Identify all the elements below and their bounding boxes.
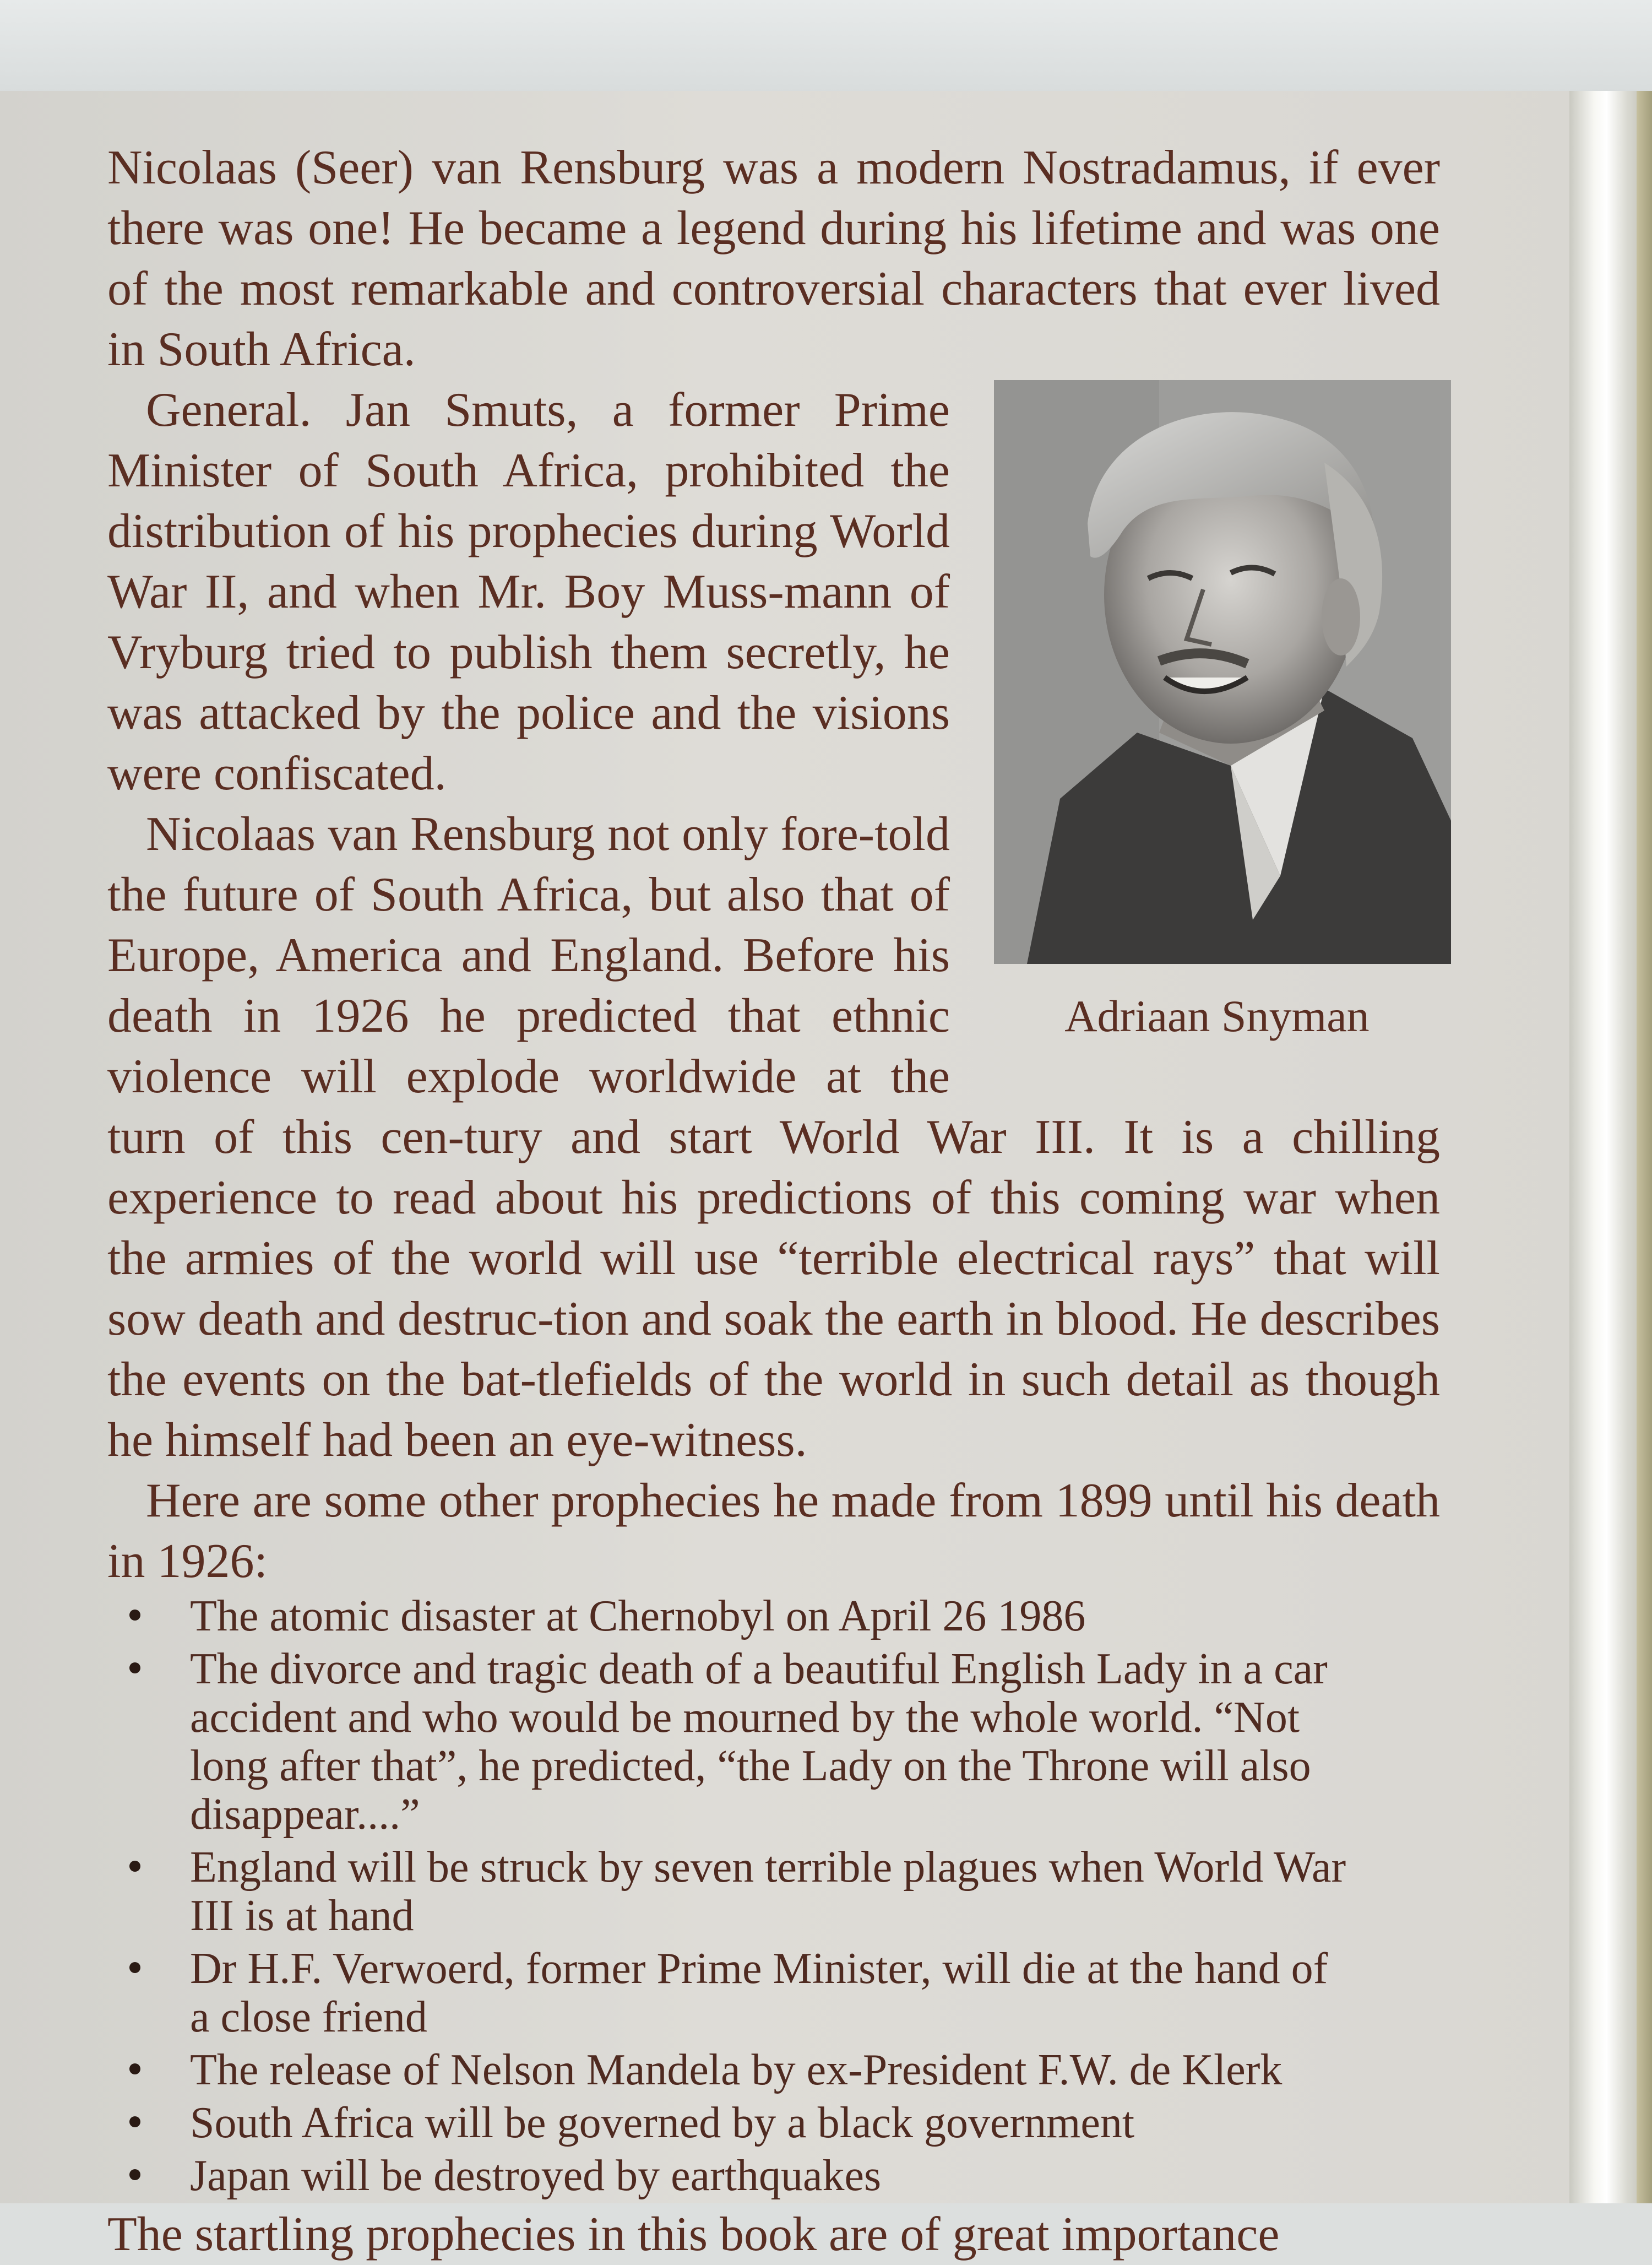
bullet-icon (129, 2063, 140, 2074)
list-item: The release of Nelson Mandela by ex-President F.W. de Klerk (190, 2046, 1352, 2094)
list-item: The atomic disaster at Chernobyl on April 26 1986 (190, 1592, 1352, 1640)
list-item: Dr H.F. Verwoerd, former Prime Minister, will die at the hand of a close friend (190, 1944, 1352, 2041)
bullet-icon (129, 2116, 140, 2127)
list-item: The divorce and tragic death of a beautiful English Lady in a car accident and who would be mourned by the whole world. “Not long after that”, he predicted, “the Lady on the Throne will also disappear....” (190, 1645, 1352, 1839)
bullet-icon (129, 2169, 140, 2180)
bullet-icon (129, 1610, 140, 1621)
bullet-icon (129, 1662, 140, 1673)
prophecy-list (107, 1592, 1352, 2200)
other-prophecies-intro: Here are some other prophecies he made from 1899 until his death in 1926: (107, 1474, 1440, 1588)
blurb-text (107, 138, 1440, 2265)
author-portrait-image (994, 380, 1451, 964)
intro-paragraph: Nicolaas (Seer) van Rensburg was a modern Nostradamus, if ever there was one! He became a legend during his lifetime and was one of the most remarkable and controversial characters that ever lived in South Africa. (107, 141, 1440, 376)
author-photo-block (983, 380, 1451, 1047)
photo-caption: Adriaan Snyman (1064, 991, 1370, 1041)
bullet-icon (129, 1861, 140, 1872)
cutoff-text-line: The startling prophecies in this book are of great importance (107, 2208, 1280, 2261)
background-wall (0, 0, 1652, 94)
author-photo (994, 380, 1451, 964)
book-spine-edge (1637, 91, 1652, 2203)
bullet-icon (129, 1962, 140, 1973)
smuts-paragraph: General. Jan Smuts, a former Prime Minister of South Africa, prohibited the distribution of his prophecies during World War II, and when Mr. Boy Muss-mann of Vryburg tried to publish them secretly, he was attacked by the police and the visions were confiscated. (107, 383, 950, 800)
list-item: England will be struck by seven terrible plagues when World War III is at hand (190, 1843, 1352, 1940)
list-item: Japan will be destroyed by earthquakes (190, 2152, 1352, 2200)
predictions-paragraph: Nicolaas van Rensburg not only fore-told the future of South Africa, but also that of Europe, America and England. Before his death in 1926 he predicted that ethnic violence will explode worldwide at the turn of this cen-tury and start World War III. It is a chilling experience to read about his predictions of this coming war when the armies of the world will use “terrible electrical rays” that will sow death and destruc-tion and soak the earth in blood. He describes the events on the bat-tlefields of the world in such detail as though he himself had been an eye-witness. (107, 808, 1440, 1467)
list-item: South Africa will be governed by a black government (190, 2099, 1352, 2147)
